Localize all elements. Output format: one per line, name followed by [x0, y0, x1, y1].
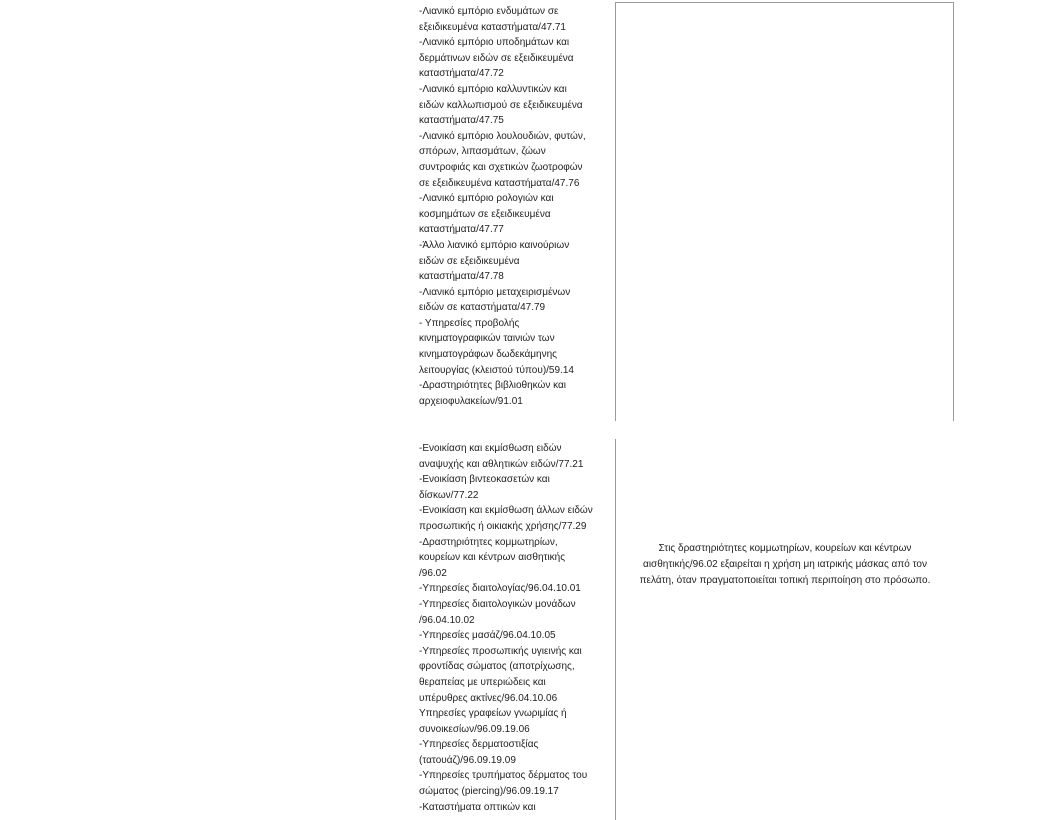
activity-line: σώματος (piercing)/96.09.19.17 [419, 786, 559, 798]
activity-line: καταστήματα/47.77 [419, 224, 504, 236]
activity-line: -Λιανικό εμπόριο λουλουδιών, φυτών, [419, 130, 586, 142]
activity-line: -Δραστηριότητες κομμωτηρίων, [419, 536, 558, 548]
activity-line: /96.04.10.02 [419, 614, 475, 626]
activity-line: συνοικεσίων/96.09.19.06 [419, 723, 530, 735]
activity-line: δερμάτινων ειδών σε εξειδικευμένα [419, 52, 574, 64]
section1-activity-list [419, 4, 611, 409]
section2-activity-list [419, 441, 611, 815]
activity-line: αναψυχής και αθλητικών ειδών/77.21 [419, 458, 584, 470]
activity-line: εξειδικευμένα καταστήματα/47.71 [419, 21, 566, 33]
activity-line: -Υπηρεσίες διαιτολογικών μονάδων [419, 598, 576, 610]
activity-line: - Υπηρεσίες προβολής [419, 317, 520, 329]
activity-line: καταστήματα/47.78 [419, 271, 504, 283]
activity-line: αρχειοφυλακείων/91.01 [419, 395, 523, 407]
activity-line: φροντίδας σώματος (αποτρίχωσης, [419, 661, 575, 673]
activity-line: κινηματογραφικών ταινιών των [419, 333, 555, 345]
activity-line: -Λιανικό εμπόριο μεταχειρισμένων [419, 286, 571, 298]
activity-line: -Ενοικίαση βιντεοκασετών και [419, 474, 550, 486]
section2-exception-note: Στις δραστηριότητες κομμωτηρίων, κουρείων και κέντρων αισθητικής/96.02 εξαιρείται η χρήση μη ιατρικής μάσκας από τον πελάτη, όταν πραγματοποιείται τοπική περιποίηση στο πρόσωπο. [639, 543, 931, 586]
activity-line: -Λιανικό εμπόριο ρολογιών και [419, 193, 554, 205]
activity-line: -Υπηρεσίες τρυπήματος δέρματος του [419, 770, 588, 782]
activity-line: -Υπηρεσίες προσωπικής υγιεινής και [419, 645, 582, 657]
activity-line: σε εξειδικευμένα καταστήματα/47.76 [419, 177, 580, 189]
activity-line: θεραπείας με υπεριώδεις και [419, 676, 546, 688]
activity-line: καταστήματα/47.72 [419, 68, 504, 80]
activity-line: υπέρυθρες ακτίνες/96.04.10.06 [419, 692, 558, 704]
activity-line: -Υπηρεσίες μασάζ/96.04.10.05 [419, 630, 556, 642]
activity-line: προσωπικής ή οικιακής χρήσης/77.29 [419, 520, 587, 532]
activity-line: -Λιανικό εμπόριο ενδυμάτων σε [419, 6, 559, 17]
activity-line: κουρείων και κέντρων αισθητικής [419, 552, 566, 564]
activity-line: -Ενοικίαση και εκμίσθωση άλλων ειδών [419, 505, 593, 517]
activity-line: -Ενοικίαση και εκμίσθωση ειδών [419, 443, 562, 454]
activity-line: /96.02 [419, 567, 447, 579]
section1-right-border [953, 2, 954, 421]
activity-line: δίσκων/77.22 [419, 489, 479, 501]
activity-line: κινηματογράφων δωδεκάμηνης [419, 349, 557, 361]
section1-column-divider [615, 2, 616, 421]
activity-line: -Δραστηριότητες βιβλιοθηκών και [419, 380, 566, 392]
activity-line: -Υπηρεσίες δερματοστιξίας [419, 739, 539, 751]
activity-line: καταστήματα/47.75 [419, 115, 504, 127]
activity-line: (τατουάζ)/96.09.19.09 [419, 754, 516, 766]
activity-line: ειδών σε καταστήματα/47.79 [419, 302, 546, 314]
activity-line: κοσμημάτων σε εξειδικευμένα [419, 208, 551, 220]
activity-line: -Λιανικό εμπόριο καλλυντικών και [419, 83, 567, 95]
activity-line: -Καταστήματα οπτικών και [419, 801, 536, 813]
activity-line: σπόρων, λιπασμάτων, ζώων [419, 146, 546, 158]
section2-column-divider [615, 439, 616, 820]
activity-line: -Υπηρεσίες διαιτολογίας/96.04.10.01 [419, 583, 581, 595]
activity-line: -Λιανικό εμπόριο υποδημάτων και [419, 37, 570, 49]
activity-line: -Άλλο λιανικό εμπόριο καινούριων [419, 239, 570, 251]
activity-line: Υπηρεσίες γραφείων γνωριμίας ή [419, 708, 567, 720]
activity-line: συντροφιάς και σχετικών ζωοτροφών [419, 161, 583, 173]
activity-line: λειτουργίας (κλειστού τύπου)/59.14 [419, 364, 574, 376]
activity-line: ειδών καλλωπισμού σε εξειδικευμένα [419, 99, 583, 111]
section1-right-cell-top-border [615, 2, 954, 3]
activity-line: ειδών σε εξειδικευμένα [419, 255, 520, 267]
